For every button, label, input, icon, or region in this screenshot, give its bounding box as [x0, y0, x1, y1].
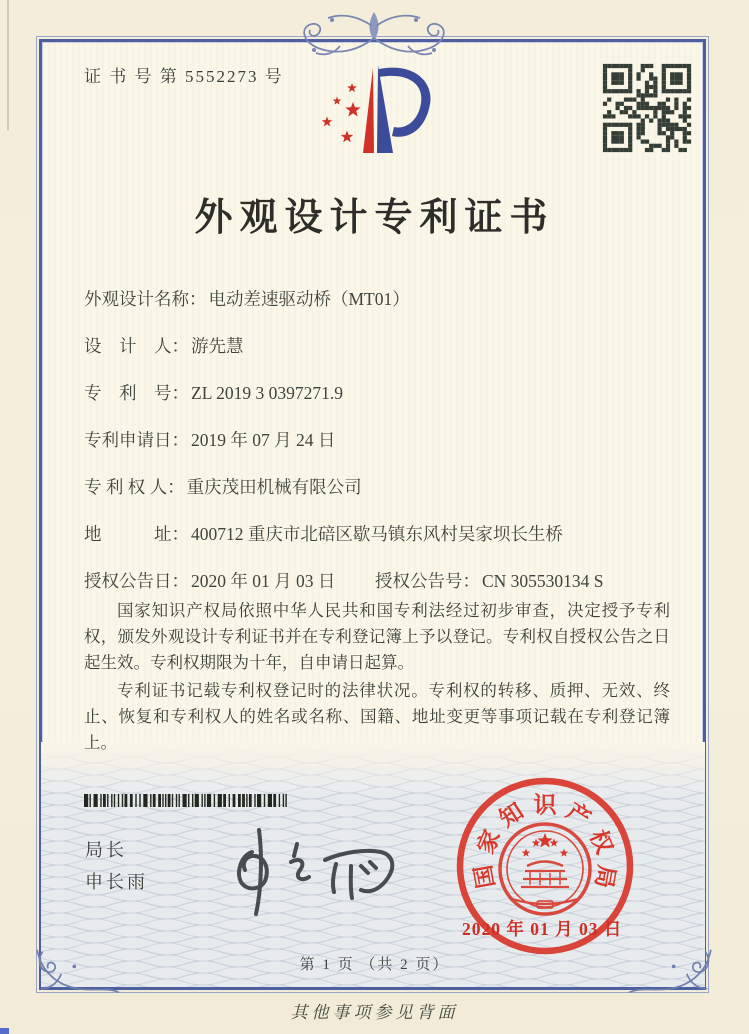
field-designer	[84, 333, 684, 359]
svg-text:权: 权	[584, 826, 618, 858]
body-paragraph-2: 专利证书记载专利权登记时的法律状况。专利权的转移、质押、无效、终止、恢复和专利权人的姓名或名称、国籍、地址变更等事项记载在专利登记簿上。	[84, 681, 670, 752]
field-value: 2020 年 01 月 03 日	[191, 571, 336, 591]
field-value: ZL 2019 3 0397271.9	[191, 383, 343, 403]
director-signature	[205, 822, 405, 922]
field-grant-row	[84, 568, 684, 594]
field-label: 外观设计名称：	[84, 289, 207, 309]
qr-code	[601, 62, 693, 154]
body-paragraph-1: 国家知识产权局依照中华人民共和国专利法经过初步审查，决定授予专利权，颁发外观设计专利证书并在专利登记簿上予以登记。专利权自授权公告之日起生效。专利权期限为十年，自申请日起算。	[84, 601, 670, 672]
certificate-number: 证 书 号 第 5552273 号	[84, 67, 284, 86]
back-side-note: 其他事项参见背面	[290, 1003, 459, 1022]
top-flourish-ornament	[244, 8, 504, 60]
field-design-name	[84, 286, 684, 312]
field-address	[84, 521, 684, 547]
field-value: 2019 年 07 月 24 日	[191, 430, 336, 450]
field-filing-date	[84, 427, 684, 453]
field-patentee	[84, 474, 684, 500]
certificate-fields	[84, 286, 684, 615]
svg-text:知: 知	[495, 798, 528, 832]
barcode	[84, 794, 292, 807]
certificate-title: 外观设计专利证书	[194, 197, 555, 239]
field-label: 专利申请日：	[84, 430, 189, 450]
field-patent-number	[84, 380, 684, 406]
field-value: 400712 重庆市北碚区歇马镇东风村吴家坝长生桥	[191, 524, 563, 544]
certificate-body-text	[84, 598, 670, 758]
field-label: 授权公告号：	[375, 571, 480, 591]
field-value: 游先慧	[191, 336, 244, 356]
field-grant-number	[375, 568, 604, 593]
field-label: 设 计 人：	[84, 336, 189, 356]
field-label: 地 址：	[84, 524, 189, 544]
page-number: 第 1 页 （共 2 页）	[299, 957, 450, 973]
svg-text:局: 局	[590, 863, 620, 891]
director-name: 申长雨	[85, 872, 148, 892]
field-value: CN 305530134 S	[482, 571, 604, 591]
svg-text:家: 家	[472, 826, 506, 858]
field-value: 重庆茂田机械有限公司	[186, 477, 362, 497]
field-label: 授权公告日：	[84, 571, 189, 591]
field-grant-date	[84, 571, 335, 591]
svg-text:产: 产	[562, 798, 595, 832]
svg-text:国: 国	[470, 863, 500, 891]
seal-date: 2020 年 01 月 03 日	[462, 919, 623, 939]
director-title: 局长	[85, 840, 127, 860]
field-label: 专 利 号：	[84, 383, 189, 403]
field-value: 电动差速驱动桥（MT01）	[208, 289, 410, 309]
svg-text:识: 识	[533, 792, 557, 818]
scan-edge-artifact	[7, 0, 9, 130]
field-label: 专 利 权 人：	[84, 477, 185, 497]
cnipa-logo-icon	[316, 56, 448, 158]
scan-corner-mark	[0, 1028, 9, 1034]
